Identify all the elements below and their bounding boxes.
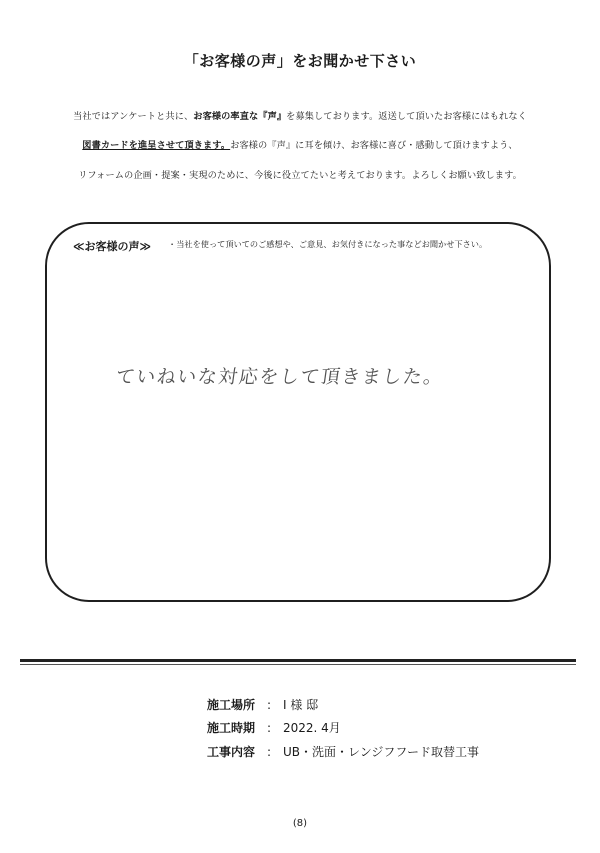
intro-line-1-text-c: を募集しております。返送して頂いたお客様にはもれなく [286, 111, 527, 122]
period-separator: : [267, 721, 272, 735]
customer-voice-box [45, 222, 551, 602]
intro-line-1-text-b: お客様の率直な『声』 [193, 111, 287, 122]
location-separator: : [267, 698, 272, 712]
intro-line-1 [0, 108, 600, 122]
intro-line-3: リフォームの企画・提案・実現のために、今後に役立てたいと考えております。よろしくお願い致します。 [78, 170, 522, 181]
info-row-work [207, 743, 479, 760]
page-number: (8) [292, 818, 308, 829]
page-title: 「お客様の声」をお聞かせ下さい [183, 52, 417, 70]
intro-line-2-text-b: お客様の『声』に耳を傾け、お客様に喜び・感動して頂けますよう、 [230, 140, 518, 151]
divider-thin [20, 664, 576, 665]
period-label: 施工時期 [207, 721, 256, 735]
work-value: UB・洗面・レンジフフード取替工事 [283, 745, 480, 759]
info-row-location [207, 696, 318, 713]
location-label: 施工場所 [207, 698, 256, 712]
period-value: 2022. 4月 [283, 721, 341, 735]
location-value: I 様 邸 [283, 698, 319, 712]
divider-thick [20, 659, 576, 662]
intro-line-2-text-a: 図書カードを進呈させて頂きます。 [82, 140, 231, 151]
intro-line-1-text-a: 当社ではアンケートと共に、 [73, 111, 194, 122]
handwritten-response: ていねいな対応をして頂きました。 [114, 366, 446, 388]
work-separator: : [267, 745, 272, 759]
customer-voice-label: ≪お客様の声≫ [73, 240, 152, 253]
intro-line-2 [0, 137, 600, 151]
work-label: 工事内容 [207, 745, 256, 759]
customer-voice-instruction: ・当社を使って頂いてのご感想や、ご意見、お気付きになった事などお聞かせ下さい。 [168, 239, 488, 249]
info-row-period [207, 719, 341, 736]
